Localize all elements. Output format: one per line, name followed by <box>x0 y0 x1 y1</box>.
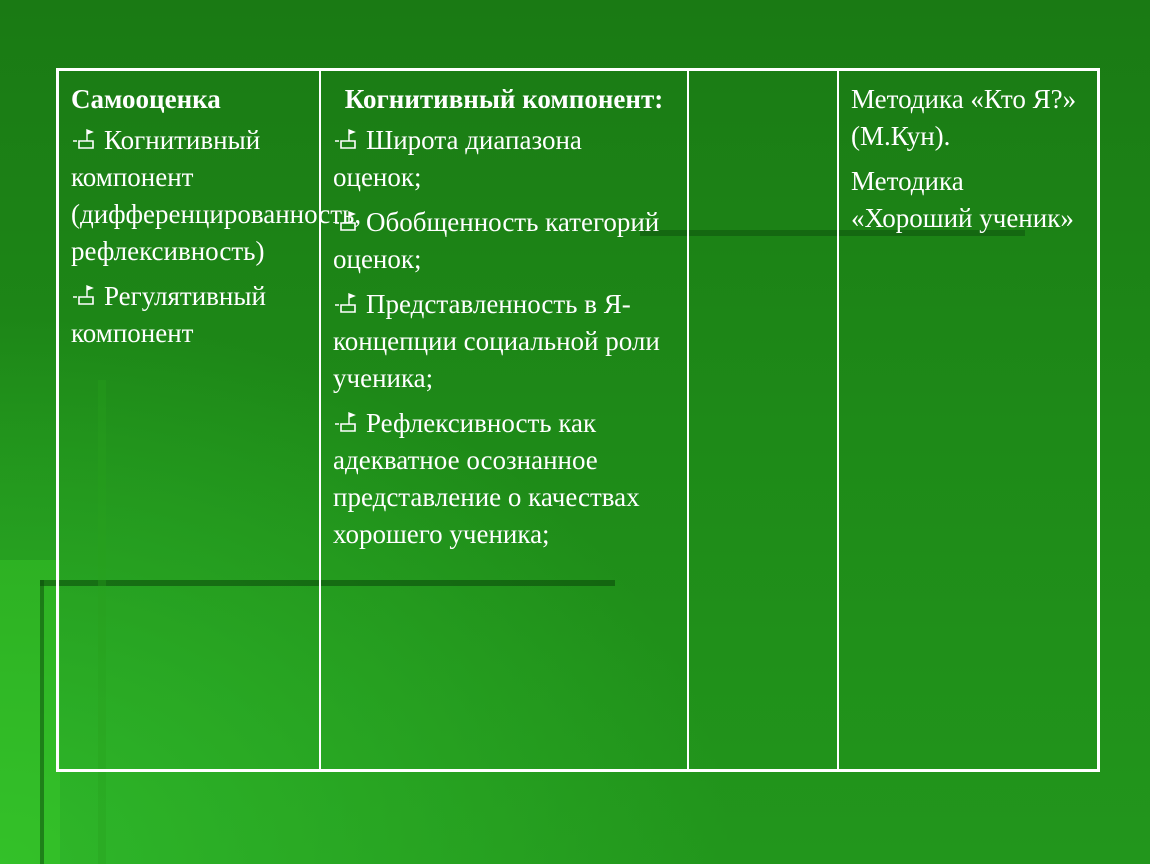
cell-methods <box>838 70 1099 771</box>
flag-box-bullet-icon <box>333 292 363 314</box>
flag-box-bullet-icon <box>333 128 363 150</box>
decor-glow <box>0 560 60 864</box>
list-item <box>71 122 362 270</box>
cell-empty <box>688 70 838 771</box>
method-item: Методика «Хороший ученик» <box>851 166 1074 233</box>
list-item <box>333 286 675 397</box>
flag-box-bullet-icon <box>71 128 101 150</box>
cell-self-esteem <box>58 70 362 771</box>
list-item-text: Широта диапазона оценок; <box>333 125 582 192</box>
content-table <box>56 68 1100 772</box>
cell-heading: Когнитивный компонент: <box>344 84 664 114</box>
list-item-text: Представленность в Я-концепции социальной роли ученика; <box>333 289 660 393</box>
list-item <box>333 405 675 553</box>
decor-stripe-v1 <box>40 580 44 864</box>
method-item: Методика «Кто Я?» (М.Кун). <box>851 84 1077 151</box>
list-item-text: Когнитивный компонент (дифференцированность, рефлексивность) <box>71 125 362 266</box>
list-item <box>71 278 307 352</box>
list-item-text: Обобщенность категорий оценок; <box>333 207 660 274</box>
flag-box-bullet-icon <box>333 210 363 232</box>
cell-cognitive <box>320 70 688 771</box>
flag-box-bullet-icon <box>333 411 363 433</box>
list-item-text: Рефлексивность как адекватное осознанное представление о качествах хорошего ученика; <box>333 408 640 549</box>
list-item-text: Регулятивный компонент <box>71 281 266 348</box>
table-row <box>58 70 1099 771</box>
cell-heading: Самооценка <box>71 84 221 114</box>
flag-box-bullet-icon <box>71 284 101 306</box>
list-item <box>333 122 675 196</box>
list-item <box>333 204 675 278</box>
